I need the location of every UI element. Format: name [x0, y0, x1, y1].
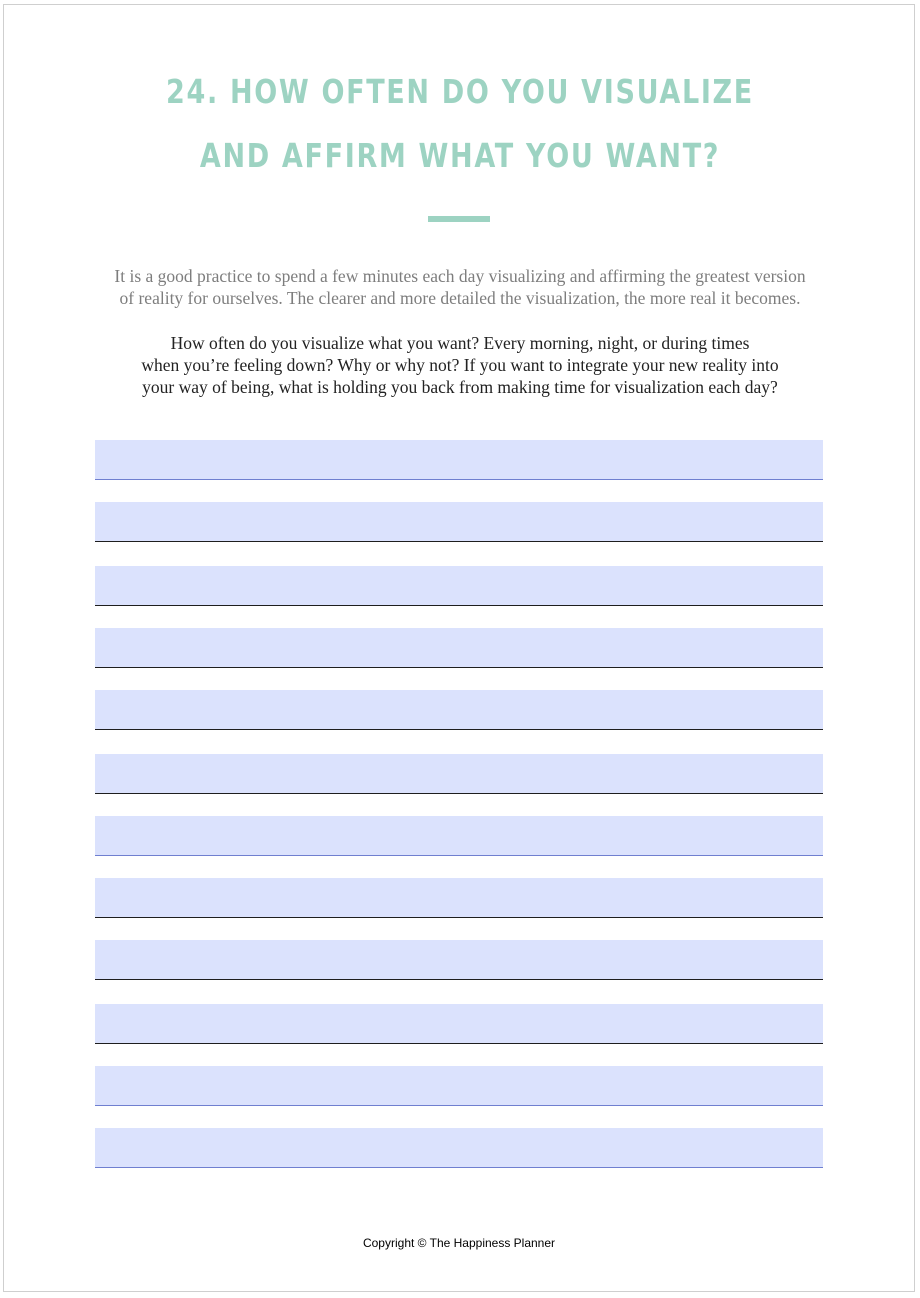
page-title-line-2: AND AFFIRM WHAT YOU WANT?: [199, 136, 721, 175]
page-title-line-1: 24. HOW OFTEN DO YOU VISUALIZE: [166, 72, 754, 111]
intro-text-line-2: of reality for ourselves. The clearer and more detailed the visualization, the more real it becomes.: [119, 288, 801, 308]
answer-line-11[interactable]: [95, 1066, 823, 1106]
answer-line-12[interactable]: [95, 1128, 823, 1168]
answer-line-10[interactable]: [95, 1004, 823, 1044]
answer-line-7[interactable]: [95, 816, 823, 856]
title-divider: [428, 216, 490, 222]
answer-line-5[interactable]: [95, 690, 823, 730]
answer-line-3[interactable]: [95, 566, 823, 606]
question-text-line-3: your way of being, what is holding you back from making time for visualization each day?: [142, 377, 778, 397]
answer-line-4[interactable]: [95, 628, 823, 668]
answer-line-1[interactable]: [95, 440, 823, 480]
question-text-line-2: when you’re feeling down? Why or why not? If you want to integrate your new reality into: [141, 355, 779, 375]
intro-text-line-1: It is a good practice to spend a few minutes each day visualizing and affirming the greatest version: [114, 266, 806, 286]
answer-line-6[interactable]: [95, 754, 823, 794]
answer-line-8[interactable]: [95, 878, 823, 918]
answer-line-9[interactable]: [95, 940, 823, 980]
copyright-footer: Copyright © The Happiness Planner: [362, 1236, 556, 1250]
answer-line-2[interactable]: [95, 502, 823, 542]
question-text-line-1: How often do you visualize what you want? Every morning, night, or during times: [170, 333, 750, 353]
